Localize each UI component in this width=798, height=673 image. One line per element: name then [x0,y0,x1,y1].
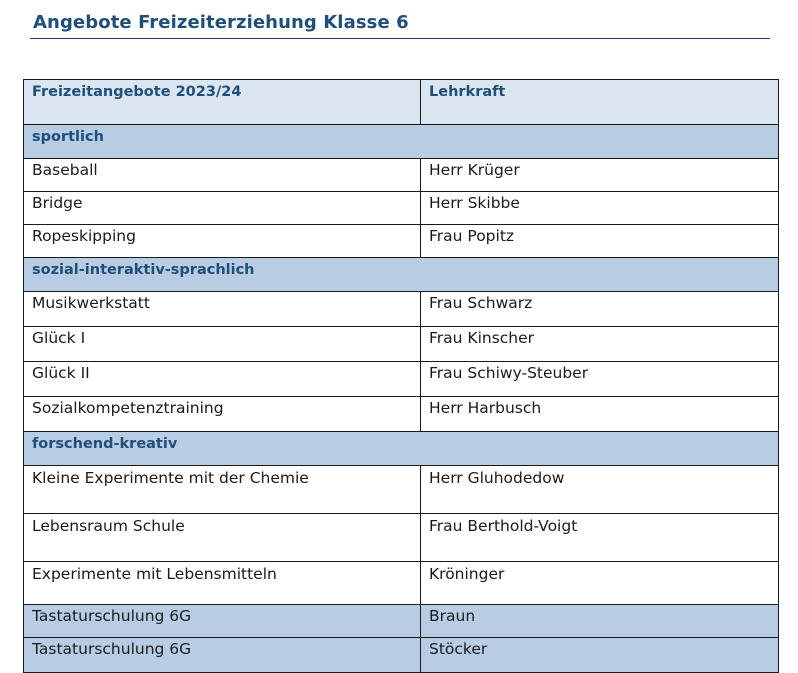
table-row [24,466,779,514]
category-row-sozial [24,258,779,292]
category-label: forschend-kreativ [24,432,779,466]
column-header-teacher: Lehrkraft [421,80,779,125]
teacher-cell: Frau Schiwy-Steuber [421,362,779,397]
offer-cell: Tastaturschulung 6G [24,605,421,638]
offers-table [23,79,779,673]
category-row-sportlich [24,125,779,159]
column-header-offer: Freizeitangebote 2023/24 [24,80,421,125]
offer-cell: Baseball [24,159,421,192]
category-label: sportlich [24,125,779,159]
category-row-forschend [24,432,779,466]
table-header-row [24,80,779,125]
teacher-cell: Herr Krüger [421,159,779,192]
teacher-cell: Herr Harbusch [421,397,779,432]
page-title: Angebote Freizeiterziehung Klasse 6 [33,12,409,33]
teacher-cell: Frau Kinscher [421,327,779,362]
offer-cell: Ropeskipping [24,225,421,258]
teacher-cell: Kröninger [421,562,779,605]
table-row-highlighted [24,605,779,638]
teacher-cell: Braun [421,605,779,638]
offer-cell: Glück II [24,362,421,397]
offer-cell: Sozialkompetenztraining [24,397,421,432]
offer-cell: Kleine Experimente mit der Chemie [24,466,421,514]
table-row [24,292,779,327]
teacher-cell: Frau Berthold-Voigt [421,514,779,562]
table-row-highlighted [24,638,779,673]
offer-cell: Lebensraum Schule [24,514,421,562]
title-underline [30,38,770,39]
table-row [24,225,779,258]
offer-cell: Tastaturschulung 6G [24,638,421,673]
offer-cell: Experimente mit Lebensmitteln [24,562,421,605]
table-row [24,562,779,605]
table-row [24,397,779,432]
offer-cell: Glück I [24,327,421,362]
offer-cell: Musikwerkstatt [24,292,421,327]
category-label: sozial-interaktiv-sprachlich [24,258,779,292]
teacher-cell: Frau Popitz [421,225,779,258]
table-row [24,192,779,225]
teacher-cell: Stöcker [421,638,779,673]
teacher-cell: Herr Skibbe [421,192,779,225]
table-row [24,327,779,362]
teacher-cell: Herr Gluhodedow [421,466,779,514]
offer-cell: Bridge [24,192,421,225]
table-row [24,514,779,562]
table-row [24,362,779,397]
teacher-cell: Frau Schwarz [421,292,779,327]
table-row [24,159,779,192]
